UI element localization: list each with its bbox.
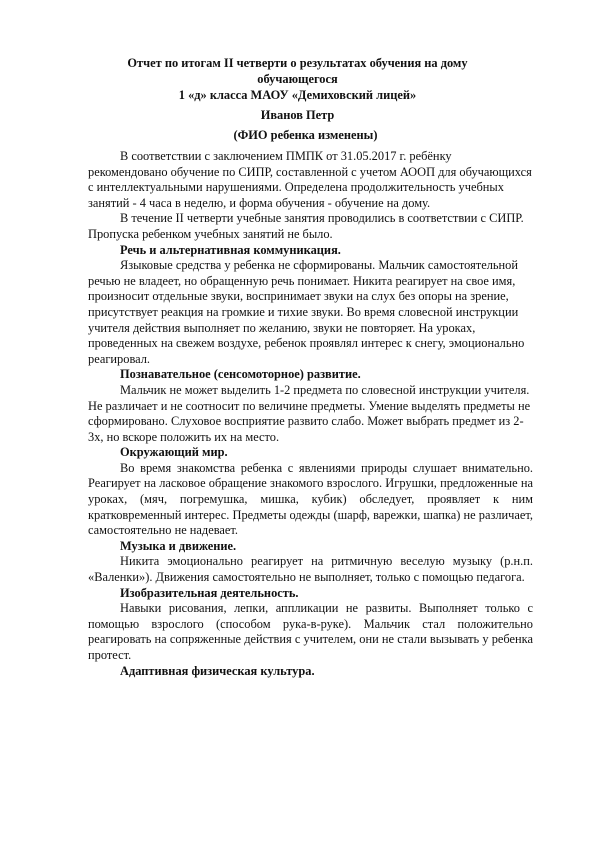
section-heading-world: Окружающий мир. bbox=[120, 445, 228, 460]
section-text-music: Никита эмоционально реагирует на ритмичную веселую музыку (р.н.п. «Валенки»). Движения самостоятельно не выполняет, только с помощью педагога. bbox=[88, 554, 533, 585]
section-text-cognitive: Мальчик не может выделить 1-2 предмета по словесной инструкции учителя. Не различает и не соотносит по величине предметы. Умение выделять предметы не сформировано. Слуховое восприятие развито слабо. Может выбрать предмет из 2-3х, но вскоре положить их на место. bbox=[88, 382, 531, 444]
section-heading-art: Изобразительная деятельность. bbox=[120, 585, 299, 600]
section-text-world: Во время знакомства ребенка с явлениями природы слушает внимательно. Реагирует на ласковое обращение знакомого взрослого. Игрушки, предложенные на уроках, (мяч, погремушка, мишка, кубик) обследует, проявляет к ним кратковременный интерес. Предметы одежды (шарф, варежки, шапка) не различает, самостоятельно не надевает. bbox=[88, 460, 533, 538]
report-title-line-2: обучающегося bbox=[257, 72, 338, 86]
name-changed-note: (ФИО ребенка изменены) bbox=[233, 128, 378, 142]
section-text-art: Навыки рисования, лепки, аппликации не развиты. Выполняет только с помощью взрослого (способом рука-в-руке). Мальчик стал положительно реагировать на сопряженные действия с учителем, они не стали вызывать у ребенка протест. bbox=[88, 601, 533, 662]
section-heading-pe: Адаптивная физическая культура. bbox=[120, 663, 315, 678]
class-school-line: 1 «д» класса МАОУ «Демиховский лицей» bbox=[178, 88, 417, 102]
intro-paragraph-1: В соответствии с заключением ПМПК от 31.05.2017 г. ребёнку рекомендовано обучение по СИПР, составленной с учетом АООП для обучающихся с интеллектуальными нарушениями. Определена продолжительность учебных занятий - 4 часа в неделю, и форма обучения - обучение на дому. bbox=[88, 149, 532, 210]
section-heading-music: Музыка и движение. bbox=[120, 538, 237, 553]
intro-paragraph-2: В течение II четверти учебные занятия проводились в соответствии с СИПР. Пропуска ребенком учебных занятий не было. bbox=[88, 211, 524, 241]
report-title-line-1: Отчет по итогам II четверти о результатах обучения на дому bbox=[127, 56, 468, 70]
section-heading-cognitive: Познавательное (сенсомоторное) развитие. bbox=[120, 367, 361, 382]
section-text-speech: Языковые средства у ребенка не сформированы. Мальчик самостоятельной речью не владеет, но обращенную речь понимает. Никита реагирует на свое имя, произносит отдельные звуки, воспринимает звуки на слух без опоры на зрение, присутствует реакция на громкие и тихие звуки. Во время словесной инструкции учителя действия выполняет по желанию, звуки не повторяет. На уроках, проведенных на свежем воздухе, ребенок проявлял интерес к снегу, эмоционально реагировал. bbox=[88, 258, 525, 366]
section-heading-speech: Речь и альтернативная коммуникация. bbox=[120, 242, 341, 257]
report-body bbox=[88, 149, 533, 679]
student-name: Иванов Петр bbox=[260, 108, 335, 122]
